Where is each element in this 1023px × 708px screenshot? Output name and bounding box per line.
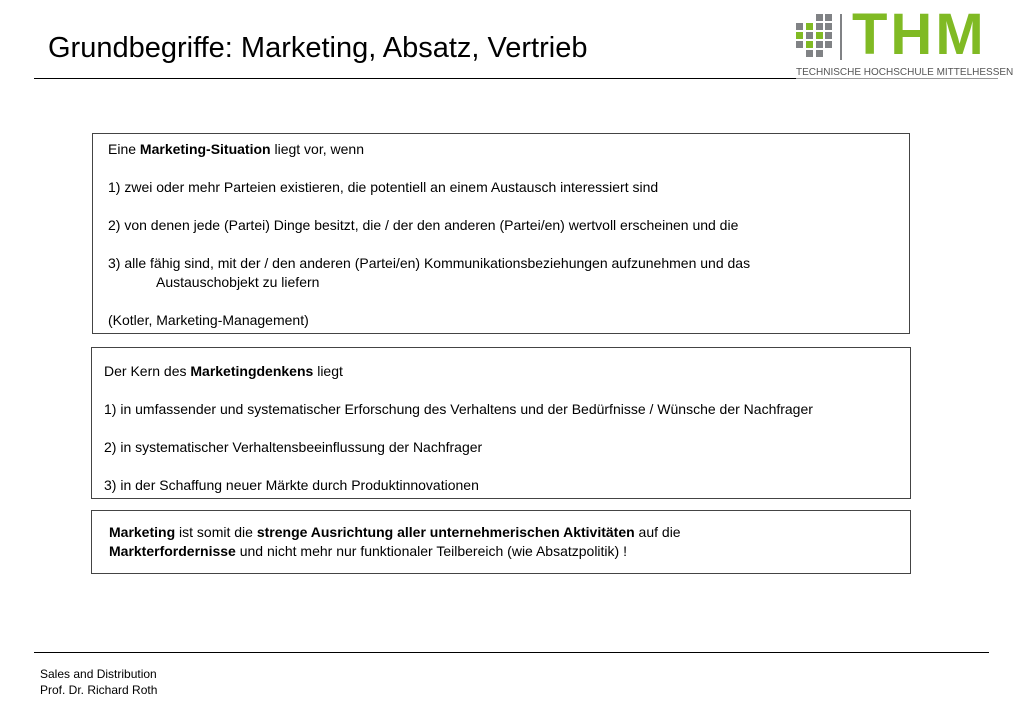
logo-grid-icon	[796, 14, 832, 58]
slide-title: Grundbegriffe: Marketing, Absatz, Vertrieb	[48, 32, 588, 64]
box1-intro-post: liegt vor, wenn	[270, 141, 364, 157]
box3-bold-markterfordernisse: Markterfordernisse	[109, 543, 236, 559]
marketing-conclusion-box	[91, 510, 911, 574]
box2-item-1: 1) in umfassender und systematischer Erforschung des Verhaltens und der Bedürfnisse / Wünsche der Nachfrager	[104, 401, 813, 417]
title-divider	[34, 78, 796, 79]
box1-intro	[108, 140, 909, 159]
logo-subtitle: TECHNISCHE HOCHSCHULE MITTELHESSEN	[796, 67, 1014, 78]
logo-divider	[796, 78, 998, 79]
box2-item-3: 3) in der Schaffung neuer Märkte durch Produktinnovationen	[104, 477, 479, 493]
thm-logo	[796, 2, 1014, 80]
box2-item-2: 2) in systematischer Verhaltensbeeinflussung der Nachfrager	[104, 439, 483, 455]
marketing-situation-box	[92, 133, 910, 334]
box3-line-1	[109, 523, 910, 542]
footer-course: Sales and Distribution	[40, 667, 157, 681]
footer	[40, 666, 157, 698]
box1-item-1: 1) zwei oder mehr Parteien existieren, die potentiell an einem Austausch interessiert sind	[108, 179, 659, 195]
box3-bold-marketing: Marketing	[109, 524, 176, 540]
box1-item-3: 3) alle fähig sind, mit der / den anderen (Partei/en) Kommunikationsbeziehungen aufzunehmen und das	[108, 255, 751, 271]
box2-intro-post: liegt	[313, 363, 343, 379]
box1-item-2: 2) von denen jede (Partei) Dinge besitzt, die / der den anderen (Partei/en) wertvoll erscheinen und die	[108, 217, 739, 233]
box3-text-1: ist somit die	[175, 524, 257, 540]
footer-author: Prof. Dr. Richard Roth	[40, 683, 158, 697]
box2-intro	[104, 362, 910, 381]
marketing-thinking-box	[91, 347, 911, 499]
logo-wordmark: THM	[852, 2, 987, 67]
box3-text-3: und nicht mehr nur funktionaler Teilbereich (wie Absatzpolitik) !	[235, 543, 627, 559]
footer-divider	[34, 652, 989, 653]
box1-intro-bold: Marketing-Situation	[139, 141, 271, 157]
logo-separator	[840, 14, 842, 60]
box2-intro-bold: Marketingdenkens	[190, 363, 314, 379]
box1-source: (Kotler, Marketing-Management)	[108, 312, 309, 328]
box1-intro-pre: Eine	[108, 141, 140, 157]
box3-line-2	[109, 542, 910, 561]
box3-bold-ausrichtung: strenge Ausrichtung aller unternehmerischen Aktivitäten	[256, 524, 635, 540]
box1-item-3-continuation: Austauschobjekt zu liefern	[156, 274, 320, 290]
box3-text-2: auf die	[634, 524, 681, 540]
box2-intro-pre: Der Kern des	[104, 363, 191, 379]
